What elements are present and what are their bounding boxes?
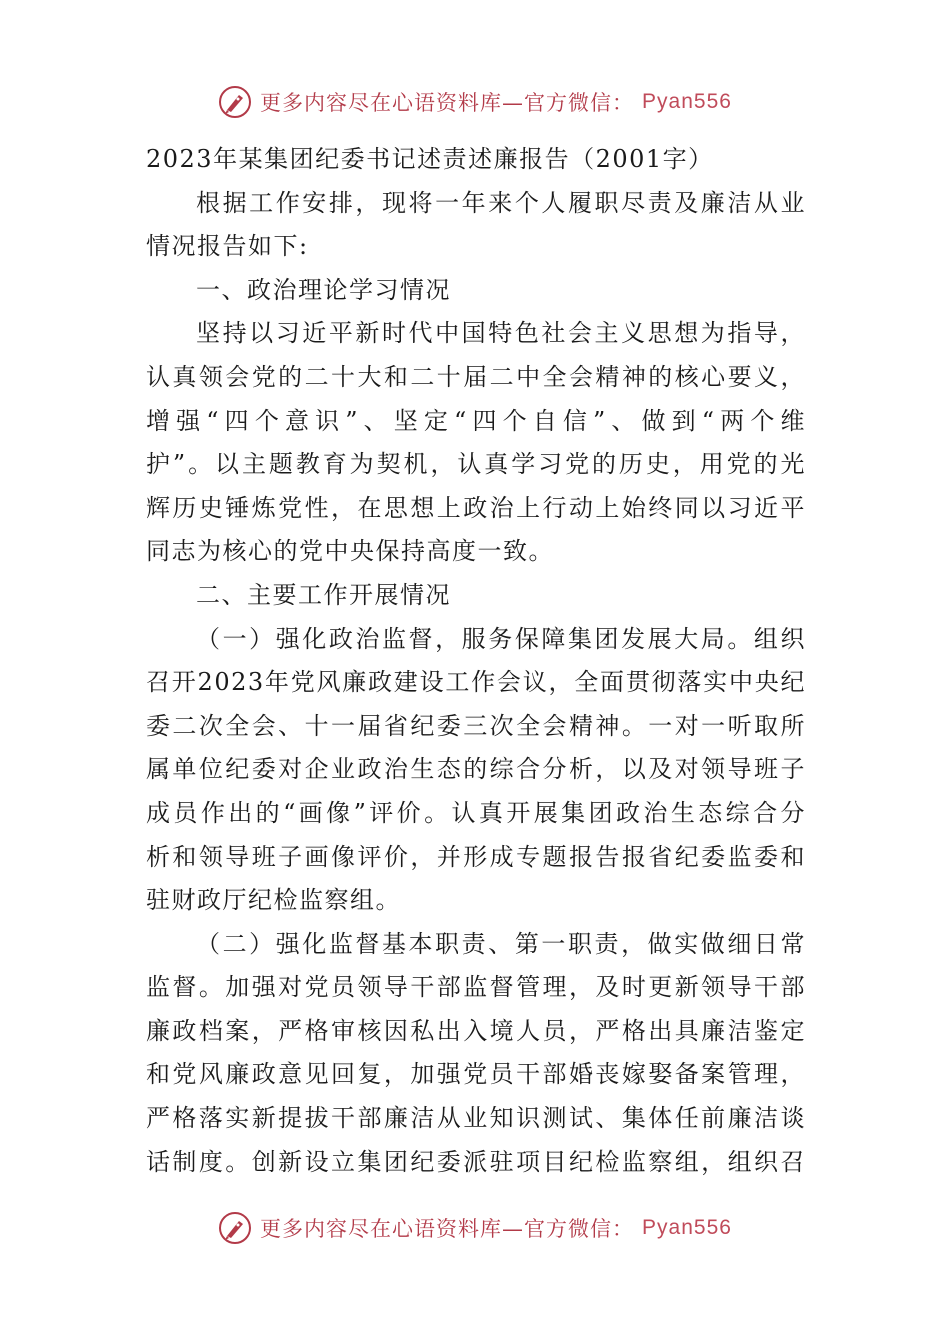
text-line: 驻财政厅纪检监察组。: [146, 886, 401, 915]
text-line: 话制度。创新设立集团纪委派驻项目纪检监察组，组织召: [146, 1147, 806, 1176]
watermark-text: 更多内容尽在心语资料库—官方微信：: [260, 1217, 635, 1241]
text-line: 严格落实新提拔干部廉洁从业知识测试、集体任前廉洁谈: [146, 1104, 806, 1133]
text-line: 廉政档案，严格审核因私出入境人员，严格出具廉洁鉴定: [146, 1016, 806, 1045]
pen-nib-logo-icon: [218, 85, 252, 119]
text-line: （一）强化政治监督，服务保障集团发展大局。组织: [196, 624, 806, 653]
text-line: 增强“四个意识”、坚定“四个自信”、做到“两个维: [146, 406, 806, 435]
text-line: 召开2023年党风廉政建设工作会议，全面贯彻落实中央纪: [146, 668, 806, 697]
text-line: 属单位纪委对企业政治生态的综合分析，以及对领导班子: [146, 755, 806, 784]
text-line: 认真领会党的二十大和二十届二中全会精神的核心要义，: [146, 362, 806, 391]
text-line: 监督。加强对党员领导干部监督管理，及时更新领导干部: [146, 973, 806, 1002]
watermark-handle: Pyan556: [642, 90, 732, 113]
text-line: 辉历史锤炼党性，在思想上政治上行动上始终同以习近平: [146, 493, 806, 522]
text-line: 和党风廉政意见回复，加强党员干部婚丧嫁娶备案管理，: [146, 1060, 806, 1089]
section-heading: 二、主要工作开展情况: [196, 580, 451, 609]
watermark-header: [0, 80, 950, 124]
text-line: 坚持以习近平新时代中国特色社会主义思想为指导，: [196, 319, 806, 348]
text-line: 根据工作安排，现将一年来个人履职尽责及廉洁从业: [196, 188, 806, 217]
watermark-footer: [0, 1206, 950, 1250]
text-line: 成员作出的“画像”评价。认真开展集团政治生态综合分: [146, 798, 806, 827]
watermark-text: 更多内容尽在心语资料库—官方微信：: [260, 91, 635, 115]
text-line: 情况报告如下:: [146, 232, 309, 261]
text-line: 护”。以主题教育为契机，认真学习党的历史，用党的光: [146, 450, 806, 479]
text-line: 析和领导班子画像评价，并形成专题报告报省纪委监委和: [146, 842, 806, 871]
text-line: 同志为核心的党中央保持高度一致。: [146, 537, 554, 566]
watermark-handle: Pyan556: [642, 1216, 732, 1239]
document-title: 2023年某集团纪委书记述责述廉报告（2001字）: [146, 145, 714, 173]
pen-nib-logo-icon: [218, 1211, 252, 1245]
section-heading: 一、政治理论学习情况: [196, 275, 451, 304]
document-body: [146, 138, 806, 1184]
text-line: 委二次全会、十一届省纪委三次全会精神。一对一听取所: [146, 711, 806, 740]
text-line: （二）强化监督基本职责、第一职责，做实做细日常: [196, 929, 806, 958]
